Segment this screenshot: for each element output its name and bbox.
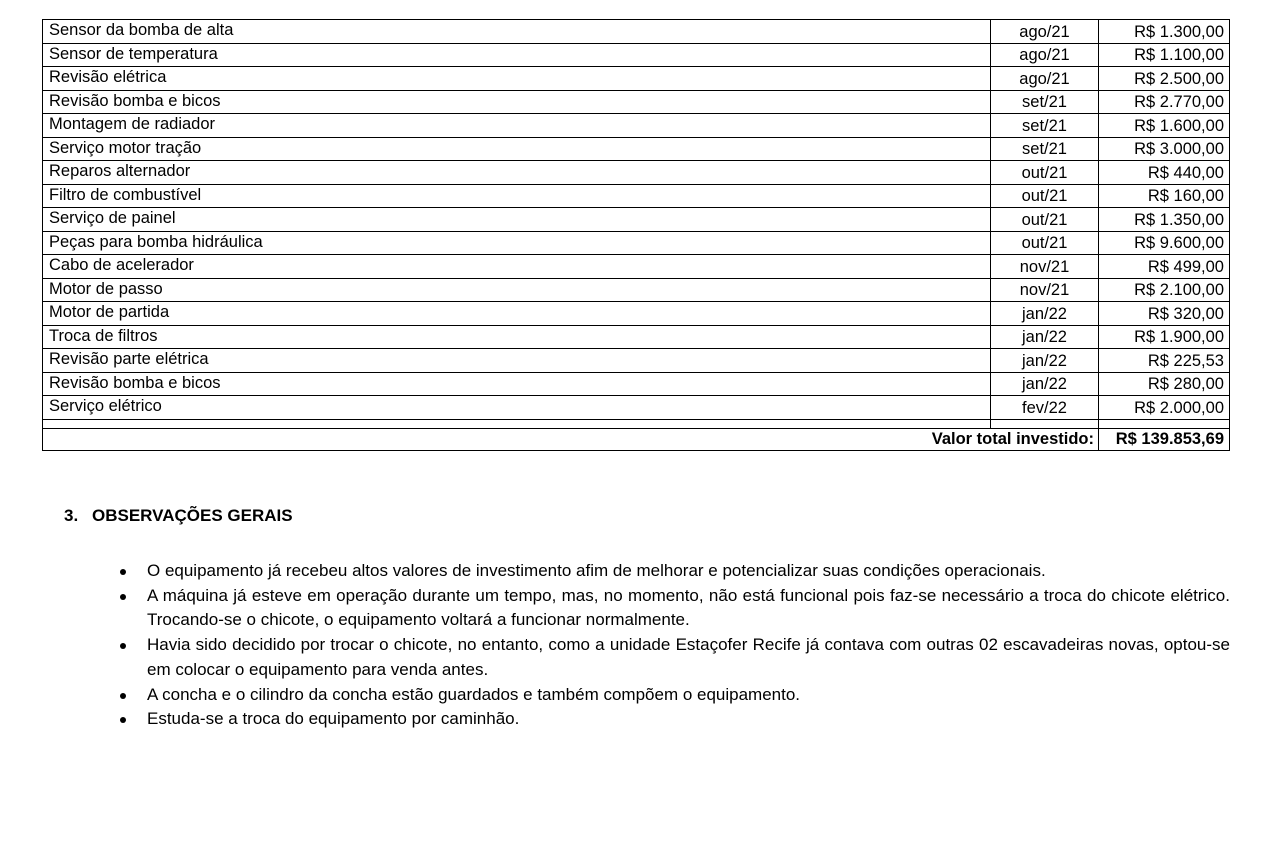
table-row: [43, 137, 1230, 161]
item-date: set/21: [991, 137, 1099, 161]
section-title: OBSERVAÇÕES GERAIS: [92, 506, 293, 525]
item-value: R$ 440,00: [1099, 161, 1230, 185]
bullet-dot-icon: [120, 693, 126, 699]
item-description: Revisão bomba e bicos: [43, 372, 991, 396]
item-value: R$ 160,00: [1099, 184, 1230, 208]
item-value: R$ 1.600,00: [1099, 114, 1230, 138]
item-description: Reparos alternador: [43, 161, 991, 185]
table-row: [43, 372, 1230, 396]
item-value: R$ 2.770,00: [1099, 90, 1230, 114]
observation-item: [120, 633, 1230, 682]
total-value: R$ 139.853,69: [1099, 428, 1230, 450]
item-description: Motor de partida: [43, 302, 991, 326]
item-description: Serviço de painel: [43, 208, 991, 232]
item-description: Serviço elétrico: [43, 396, 991, 420]
item-description: Revisão elétrica: [43, 67, 991, 91]
item-description: Filtro de combustível: [43, 184, 991, 208]
item-value: R$ 2.000,00: [1099, 396, 1230, 420]
section-number: 3.: [64, 506, 79, 525]
item-date: nov/21: [991, 255, 1099, 279]
item-description: Sensor de temperatura: [43, 43, 991, 67]
table-row: [43, 396, 1230, 420]
item-value: R$ 1.350,00: [1099, 208, 1230, 232]
item-date: ago/21: [991, 43, 1099, 67]
item-date: ago/21: [991, 67, 1099, 91]
bullet-dot-icon: [120, 717, 126, 723]
bullet-dot-icon: [120, 569, 126, 575]
item-value: R$ 1.300,00: [1099, 20, 1230, 44]
table-row: [43, 20, 1230, 44]
item-value: R$ 280,00: [1099, 372, 1230, 396]
item-date: jan/22: [991, 302, 1099, 326]
observation-item: [120, 683, 1230, 708]
item-date: out/21: [991, 161, 1099, 185]
table-spacer-row: [43, 419, 1230, 428]
item-description: Revisão parte elétrica: [43, 349, 991, 373]
item-description: Montagem de radiador: [43, 114, 991, 138]
item-value: R$ 225,53: [1099, 349, 1230, 373]
item-date: set/21: [991, 114, 1099, 138]
item-value: R$ 1.100,00: [1099, 43, 1230, 67]
observation-text: Estuda-se a troca do equipamento por caminhão.: [147, 709, 520, 729]
item-date: jan/22: [991, 349, 1099, 373]
item-date: out/21: [991, 184, 1099, 208]
table-row: [43, 161, 1230, 185]
table-row: [43, 208, 1230, 232]
item-date: jan/22: [991, 372, 1099, 396]
observation-text: Havia sido decidido por trocar o chicote, no entanto, como a unidade Estaçofer Recife já contava com outras 02 escavadeiras novas, optou-se em colocar o equipamento para venda antes.: [147, 635, 1230, 679]
table-row: [43, 325, 1230, 349]
bullet-dot-icon: [120, 643, 126, 649]
item-value: R$ 2.100,00: [1099, 278, 1230, 302]
item-date: set/21: [991, 90, 1099, 114]
item-date: out/21: [991, 208, 1099, 232]
investment-table: [42, 19, 1230, 451]
item-description: Revisão bomba e bicos: [43, 90, 991, 114]
observation-text: A máquina já esteve em operação durante um tempo, mas, no momento, não está funcional pois faz-se necessário a troca do chicote elétrico. Trocando-se o chicote, o equipamento voltará a funcionar normalmente.: [147, 585, 1230, 630]
item-value: R$ 2.500,00: [1099, 67, 1230, 91]
observation-text: A concha e o cilindro da concha estão guardados e também compõem o equipamento.: [147, 684, 801, 704]
observation-item: [120, 584, 1230, 633]
total-label: Valor total investido:: [43, 428, 1099, 450]
section-heading: [64, 506, 293, 526]
observation-item: [120, 559, 1230, 584]
table-row: [43, 67, 1230, 91]
item-value: R$ 3.000,00: [1099, 137, 1230, 161]
item-description: Cabo de acelerador: [43, 255, 991, 279]
table-row: [43, 255, 1230, 279]
table-row: [43, 43, 1230, 67]
table-row: [43, 278, 1230, 302]
observations-list: [120, 559, 1230, 732]
item-value: R$ 320,00: [1099, 302, 1230, 326]
observation-item: [120, 707, 1230, 732]
item-description: Troca de filtros: [43, 325, 991, 349]
item-description: Peças para bomba hidráulica: [43, 231, 991, 255]
item-description: Serviço motor tração: [43, 137, 991, 161]
table-total-row: [43, 428, 1230, 450]
item-description: Sensor da bomba de alta: [43, 20, 991, 44]
item-date: ago/21: [991, 20, 1099, 44]
table-row: [43, 231, 1230, 255]
table-row: [43, 90, 1230, 114]
item-description: Motor de passo: [43, 278, 991, 302]
table-row: [43, 302, 1230, 326]
item-date: out/21: [991, 231, 1099, 255]
item-value: R$ 9.600,00: [1099, 231, 1230, 255]
item-value: R$ 499,00: [1099, 255, 1230, 279]
item-date: fev/22: [991, 396, 1099, 420]
bullet-dot-icon: [120, 594, 126, 600]
observation-text: O equipamento já recebeu altos valores de investimento afim de melhorar e potencializar suas condições operacionais.: [147, 561, 1046, 580]
table-row: [43, 114, 1230, 138]
table-row: [43, 184, 1230, 208]
item-value: R$ 1.900,00: [1099, 325, 1230, 349]
investment-table-body: [43, 20, 1230, 451]
table-row: [43, 349, 1230, 373]
item-date: nov/21: [991, 278, 1099, 302]
item-date: jan/22: [991, 325, 1099, 349]
